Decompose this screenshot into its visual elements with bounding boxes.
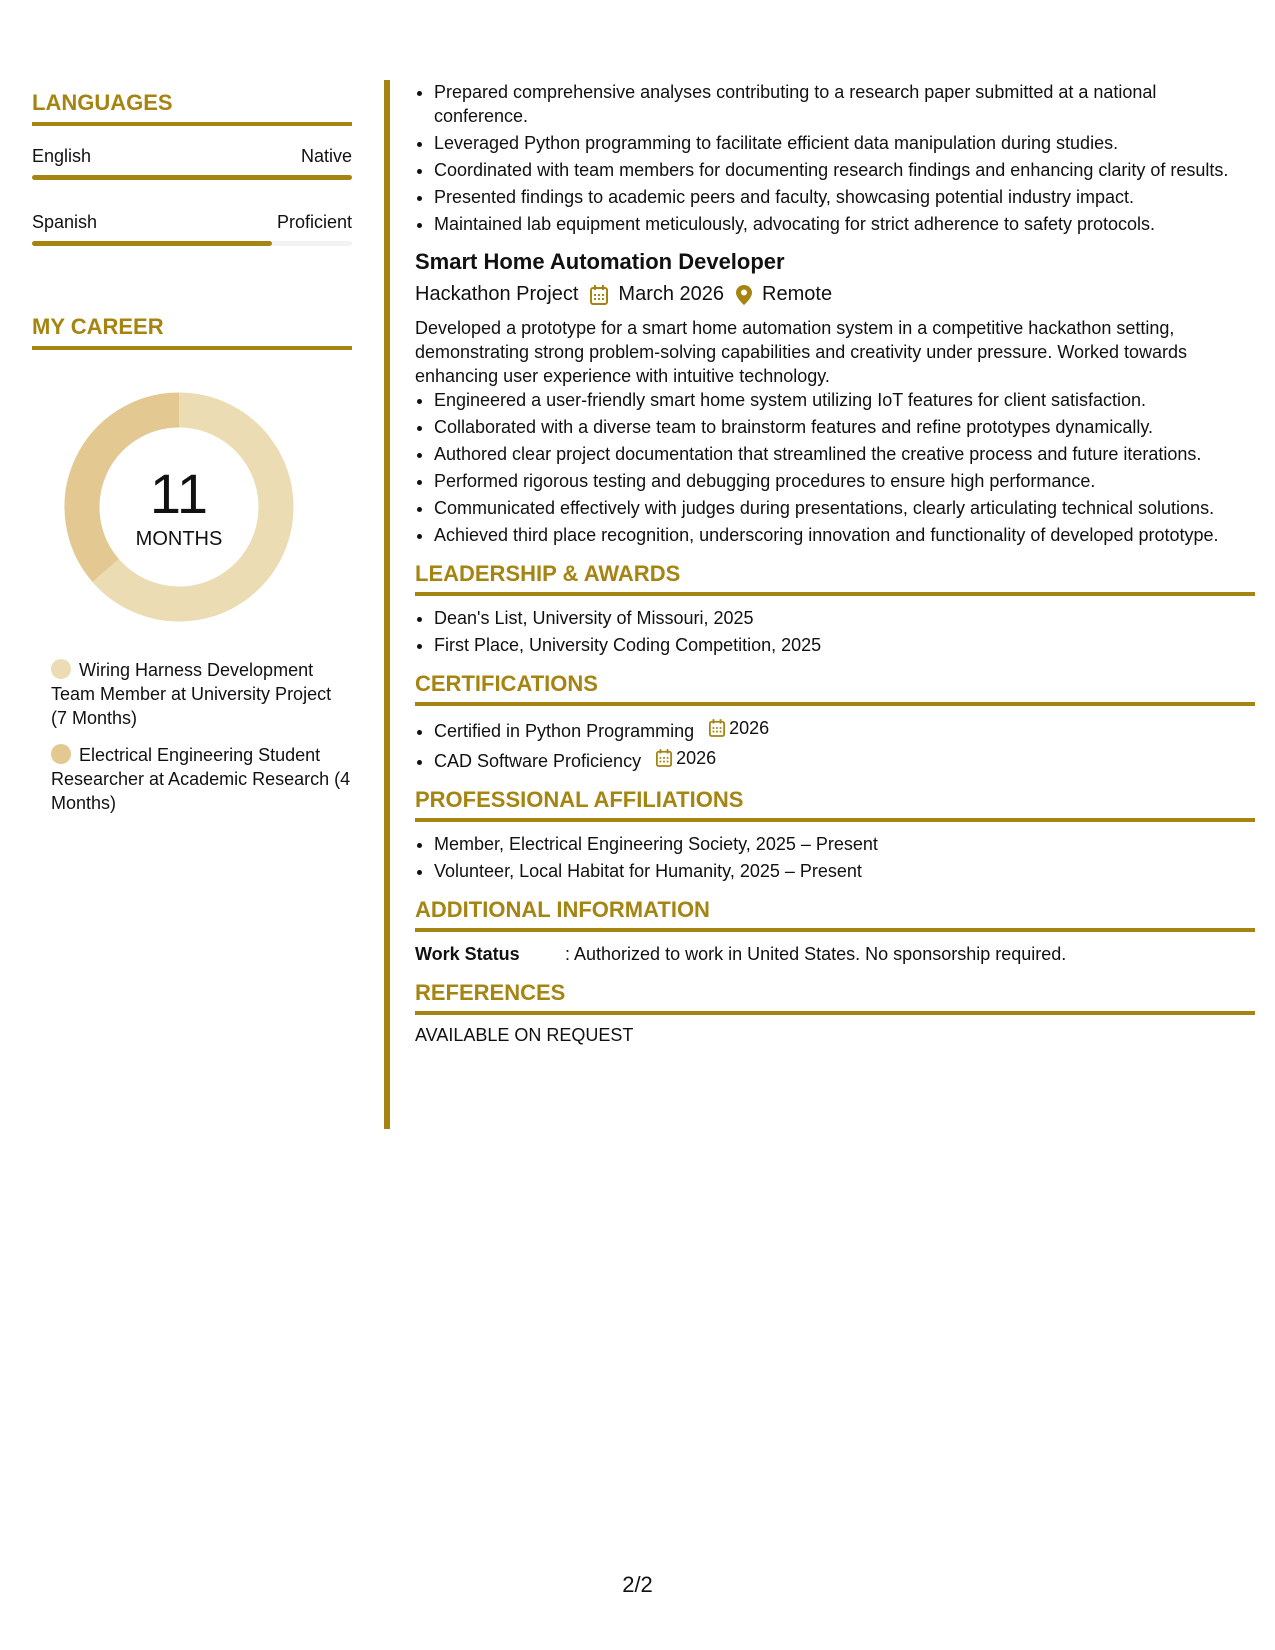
leadership-title: LEADERSHIP & AWARDS bbox=[415, 561, 1255, 596]
legend-dot bbox=[51, 744, 71, 764]
certification-item bbox=[434, 746, 1255, 773]
certifications-section bbox=[415, 671, 1255, 773]
bullet-item: • Achieved third place recognition, underscoring innovation and functionality of developed prototype. bbox=[434, 523, 1255, 547]
bullet-item: • Leveraged Python programming to facilitate efficient data manipulation during studies. bbox=[434, 131, 1255, 155]
additional-info-section bbox=[415, 897, 1255, 966]
language-proficiency-fill bbox=[32, 175, 352, 180]
bullet-item: • Presented findings to academic peers and faculty, showcasing potential industry impact. bbox=[434, 185, 1255, 209]
work-status-row bbox=[415, 942, 1255, 966]
legend-dot bbox=[51, 659, 71, 679]
affiliation-item: • Volunteer, Local Habitat for Humanity, 2025 – Present bbox=[434, 859, 1255, 883]
location-pin-icon bbox=[736, 285, 752, 305]
bullet-item: • Coordinated with team members for documenting research findings and enhancing clarity of results. bbox=[434, 158, 1255, 182]
bullet-item: • Engineered a user-friendly smart home system utilizing IoT features for client satisfaction. bbox=[434, 388, 1255, 412]
job-title: Smart Home Automation Developer bbox=[415, 249, 785, 274]
additional-info-title: ADDITIONAL INFORMATION bbox=[415, 897, 1255, 932]
career-donut-chart bbox=[64, 392, 294, 622]
languages-section bbox=[32, 90, 352, 246]
work-status-value: : Authorized to work in United States. No sponsorship required. bbox=[565, 944, 1067, 964]
job-meta bbox=[415, 283, 1255, 306]
column-divider bbox=[384, 80, 390, 1129]
language-item bbox=[32, 146, 352, 180]
leadership-section bbox=[415, 561, 1255, 657]
job-description: Developed a prototype for a smart home automation system in a competitive hackathon setting, demonstrating strong problem-solving capabilities and creativity under pressure. Worked towards enhancing user experience with intuitive technology. bbox=[415, 318, 1188, 386]
language-item bbox=[32, 212, 352, 246]
certification-name: Certified in Python Programming bbox=[434, 721, 695, 741]
language-proficiency-fill bbox=[32, 241, 272, 246]
references-section bbox=[415, 980, 1255, 1046]
job-location: Remote bbox=[762, 283, 833, 305]
job-bullets bbox=[415, 388, 1255, 547]
legend-label: Wiring Harness Development Team Member at University Project (7 Months) bbox=[51, 660, 332, 728]
language-proficiency-bar bbox=[32, 241, 352, 246]
award-item: • First Place, University Coding Competition, 2025 bbox=[434, 633, 1255, 657]
bullet-item: • Collaborated with a diverse team to brainstorm features and refine prototypes dynamically. bbox=[434, 415, 1255, 439]
career-legend bbox=[51, 658, 352, 815]
page-number: 2/2 bbox=[622, 1572, 653, 1597]
affiliations-section bbox=[415, 787, 1255, 883]
certification-year: 2026 bbox=[676, 748, 717, 768]
bullet-item: • Communicated effectively with judges during presentations, clearly articulating technical solutions. bbox=[434, 496, 1255, 520]
job-organization: Hackathon Project bbox=[415, 283, 579, 305]
bullet-item: • Maintained lab equipment meticulously, advocating for strict adherence to safety protocols. bbox=[434, 212, 1255, 236]
work-status-label: Work Status bbox=[415, 944, 520, 964]
affiliations-title: PROFESSIONAL AFFILIATIONS bbox=[415, 787, 1255, 822]
job-date: March 2026 bbox=[618, 283, 725, 305]
bullet-item: • Prepared comprehensive analyses contributing to a research paper submitted at a national conference. bbox=[434, 80, 1255, 128]
career-section bbox=[32, 314, 352, 815]
certification-item bbox=[434, 716, 1255, 743]
career-total-number: 11 bbox=[149, 462, 209, 525]
certification-name: CAD Software Proficiency bbox=[434, 751, 642, 771]
languages-title: LANGUAGES bbox=[32, 90, 352, 126]
legend-label: Electrical Engineering Student Researcher at Academic Research (4 Months) bbox=[51, 745, 351, 813]
award-item: • Dean's List, University of Missouri, 2025 bbox=[434, 606, 1255, 630]
certification-year: 2026 bbox=[729, 718, 770, 738]
bullet-item: • Authored clear project documentation that streamlined the creative process and future iterations. bbox=[434, 442, 1255, 466]
language-name: English bbox=[32, 146, 92, 166]
calendar-icon bbox=[590, 285, 608, 305]
calendar-icon bbox=[709, 719, 725, 737]
career-title: MY CAREER bbox=[32, 314, 352, 350]
career-total-unit: MONTHS bbox=[135, 528, 223, 550]
previous-job-bullets bbox=[415, 80, 1255, 236]
job-entry bbox=[415, 249, 1255, 547]
right-column bbox=[415, 80, 1255, 1046]
certifications-title: CERTIFICATIONS bbox=[415, 671, 1255, 706]
language-level: Proficient bbox=[276, 212, 352, 232]
language-name: Spanish bbox=[32, 212, 98, 232]
affiliation-item: • Member, Electrical Engineering Society, 2025 – Present bbox=[434, 832, 1255, 856]
references-text: AVAILABLE ON REQUEST bbox=[415, 1025, 634, 1045]
legend-item bbox=[51, 743, 352, 815]
legend-item bbox=[51, 658, 352, 730]
language-level: Native bbox=[300, 146, 352, 166]
left-column bbox=[32, 90, 352, 828]
bullet-item: • Performed rigorous testing and debugging procedures to ensure high performance. bbox=[434, 469, 1255, 493]
calendar-icon bbox=[656, 749, 672, 767]
language-proficiency-bar bbox=[32, 175, 352, 180]
references-title: REFERENCES bbox=[415, 980, 1255, 1015]
